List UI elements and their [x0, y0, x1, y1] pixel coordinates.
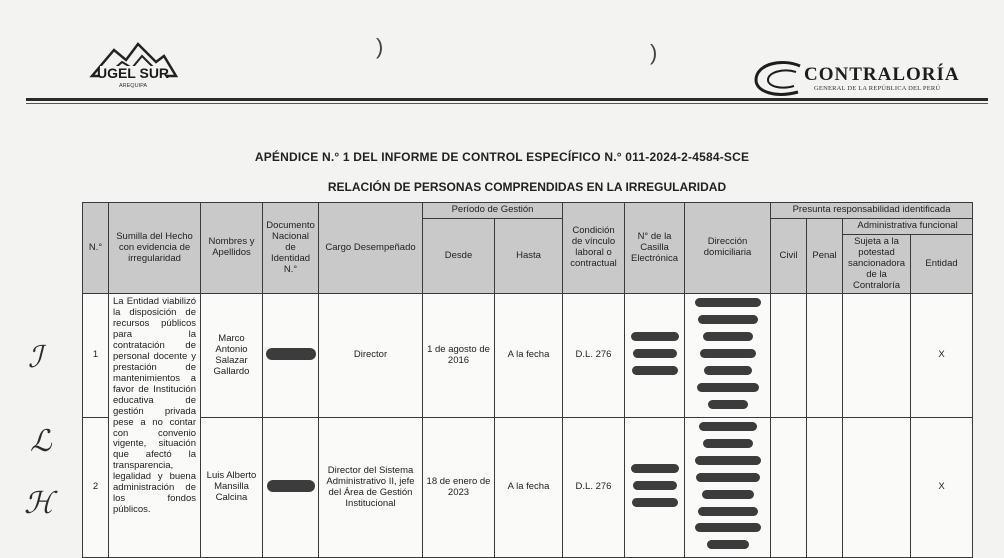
svg-text:UGEL SUR: UGEL SUR [96, 65, 170, 81]
row-hasta: A la fecha [495, 417, 563, 557]
row-num: 2 [83, 417, 109, 557]
contraloria-subtitle: GENERAL DE LA REPÚBLICA DEL PERÚ [814, 85, 941, 92]
table-row [83, 417, 973, 557]
persons-table [82, 202, 973, 558]
row-entidad: X [911, 417, 973, 557]
header-presunta: Presunta responsabilidad identificada [771, 203, 973, 219]
header-casilla: N° de la Casilla Electrónica [625, 203, 685, 294]
row-nombres: Luis Alberto Mansilla Calcina [201, 417, 263, 557]
header-nombres: Nombres y Apellidos [201, 203, 263, 294]
contraloria-logo [752, 58, 962, 98]
header-condicion: Condición de vínculo laboral o contractual [563, 203, 625, 294]
header-hasta: Hasta [495, 218, 563, 294]
scan-mark: ) [650, 40, 658, 65]
sumilla-cell: La Entidad viabilizó la disposición de recursos públicos para la contratación de personal docente y prestación de mantenimientos a favor de Institución educativa de gestión privada pese a no contar con convenio vigente, situación que afectó la transparencia, legalidad y buena administración de los fondos públicos. [109, 294, 201, 558]
row-condicion: D.L. 276 [563, 417, 625, 557]
row-desde: 1 de agosto de 2016 [423, 294, 495, 417]
svg-text:AREQUIPA: AREQUIPA [118, 83, 148, 89]
row-penal [807, 417, 843, 557]
row-desde: 18 de enero de 2023 [423, 417, 495, 557]
row-civil [771, 294, 807, 417]
header-sujeta: Sujeta a la potestad sancionadora de la Contraloría [843, 234, 911, 294]
scan-mark: ) [376, 34, 384, 59]
contraloria-emblem-icon [752, 58, 808, 98]
initial-mark-icon: ℐ [28, 340, 43, 375]
header-dni: Documento Nacional de Identidad N.° [263, 203, 319, 294]
row-casilla-redacted [625, 294, 685, 417]
header-rule-thin [26, 103, 988, 104]
header-periodo: Período de Gestión [423, 203, 563, 219]
header-direccion: Dirección domiciliaria [685, 203, 771, 294]
header-cargo: Cargo Desempeñado [319, 203, 423, 294]
header-administrativa: Administrativa funcional [843, 218, 973, 234]
row-penal [807, 294, 843, 417]
row-dni-redacted [263, 294, 319, 417]
header-rule [26, 98, 988, 101]
initial-mark-icon: ℋ [24, 486, 54, 521]
row-direccion-redacted [685, 294, 771, 417]
table-row [83, 294, 973, 417]
header-entidad: Entidad [911, 234, 973, 294]
contraloria-wordmark: CONTRALORÍA [804, 64, 960, 85]
row-sujeta [843, 417, 911, 557]
header-num: N.° [83, 203, 109, 294]
initial-mark-icon: ℒ [30, 424, 52, 459]
header-penal: Penal [807, 218, 843, 294]
row-civil [771, 417, 807, 557]
document-subtitle: RELACIÓN DE PERSONAS COMPRENDIDAS EN LA IRREGULARIDAD [327, 180, 727, 194]
header-civil: Civil [771, 218, 807, 294]
row-sujeta [843, 294, 911, 417]
ugel-mountain-icon [86, 36, 178, 92]
row-hasta: A la fecha [495, 294, 563, 417]
row-cargo: Director del Sistema Administrativo II, jefe del Área de Gestión Institucional [319, 417, 423, 557]
row-cargo: Director [319, 294, 423, 417]
row-nombres: Marco Antonio Salazar Gallardo [201, 294, 263, 417]
document-title: APÉNDICE N.° 1 DEL INFORME DE CONTROL ESPECÍFICO N.° 011-2024-2-4584-SCE [254, 150, 750, 164]
row-casilla-redacted [625, 417, 685, 557]
row-direccion-redacted [685, 417, 771, 557]
row-condicion: D.L. 276 [563, 294, 625, 417]
row-num: 1 [83, 294, 109, 417]
row-dni-redacted [263, 417, 319, 557]
row-entidad: X [911, 294, 973, 417]
header-desde: Desde [423, 218, 495, 294]
header-sumilla: Sumilla del Hecho con evidencia de irregularidad [109, 203, 201, 294]
ugel-logo [86, 36, 178, 92]
